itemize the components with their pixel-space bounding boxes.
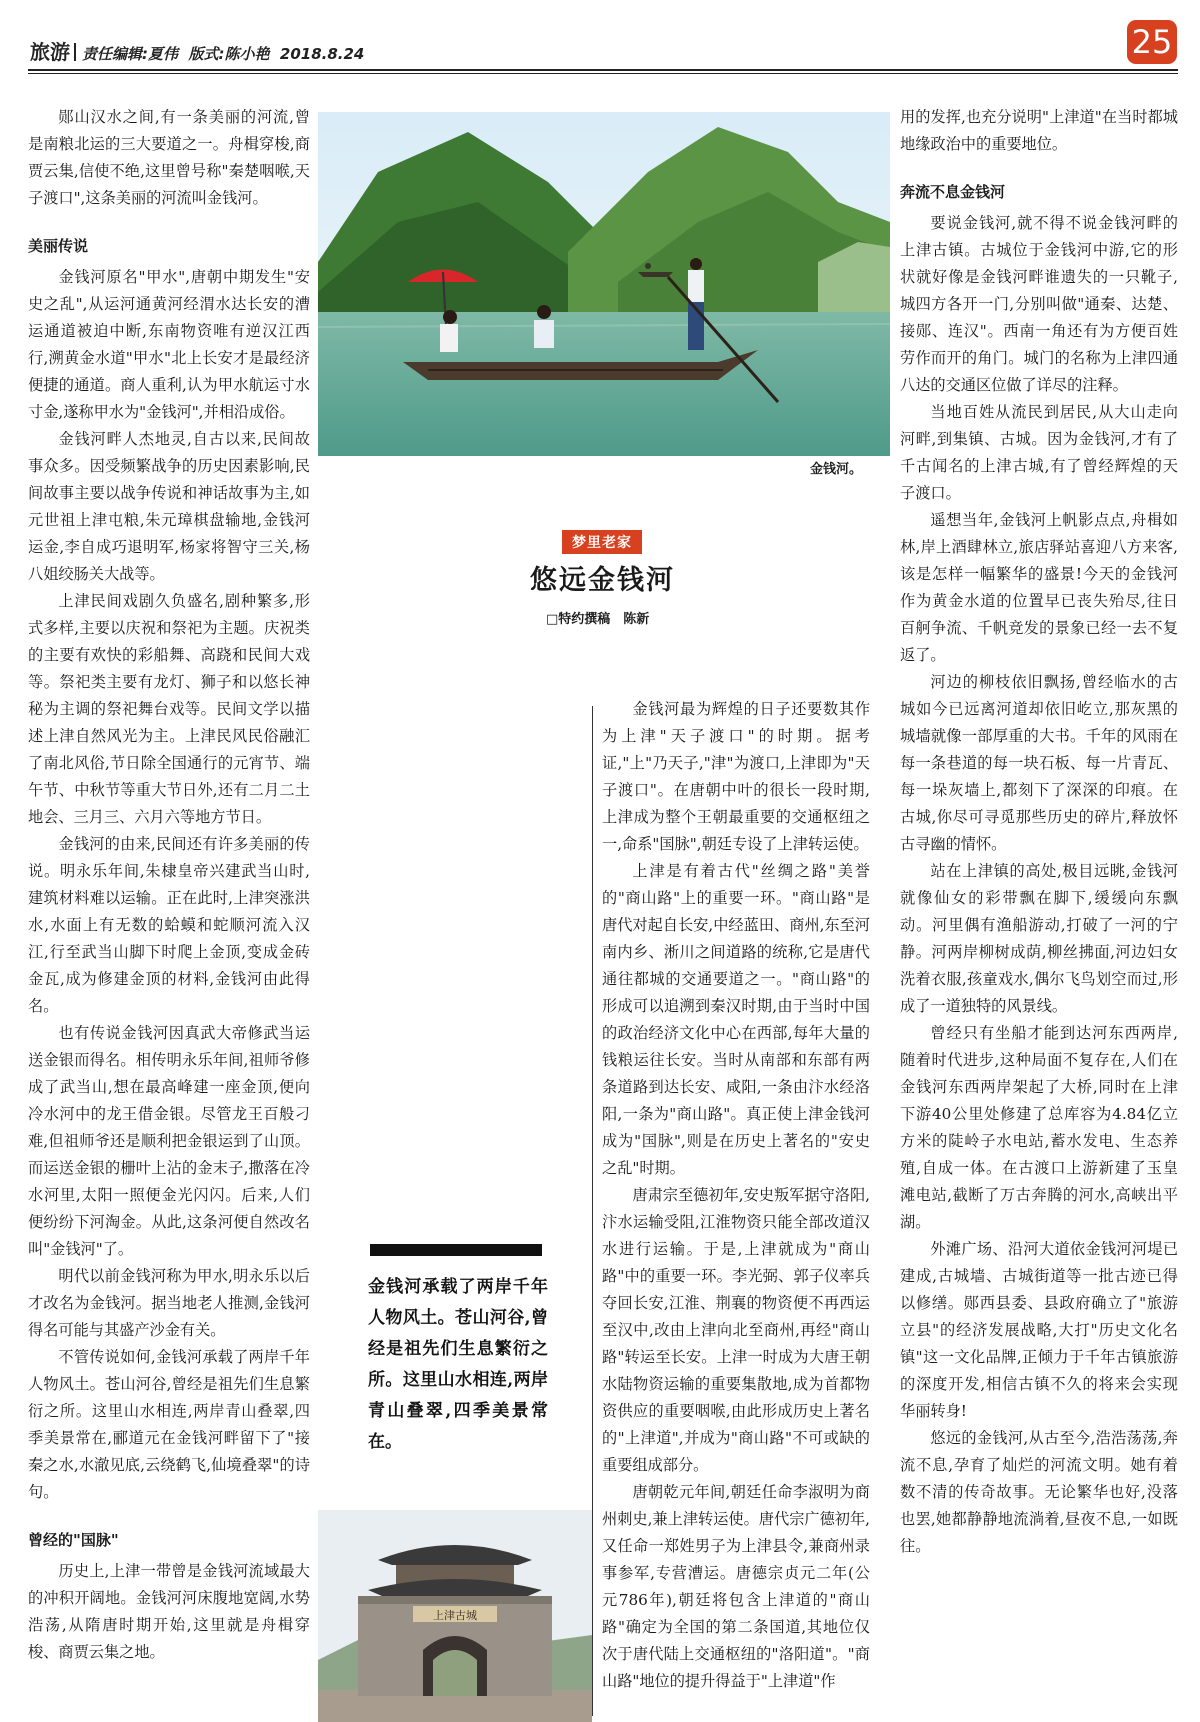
paragraph: 金钱河畔人杰地灵,自古以来,民间故事众多。因受频繁战争的历史因素影响,民间故事主要以战争传说和神话故事为主,如元世祖上津屯粮,朱元璋棋盘输地,金钱河运金,李自成巧退明军,杨家将智守三关,杨八姐绞肠关大战等。 (28, 430, 310, 583)
paragraph: 上津是有着古代"丝绸之路"美誉的"商山路"上的重要一环。"商山路"是唐代对起自长安,中经蓝田、商州,东至河南内乡、淅川之间道路的统称,它是唐代通往都城的交通要道之一。"商山路"的形成可以追溯到秦汉时期,由于当时中国的政治经济文化中心在西部,每年大量的钱粮运往长安。当时从南部和东部有两条道路到达长安、咸阳,一条由汴水经洛阳,一条为"商山路"。真正使上津金钱河成为"国脉",则是在历史上著名的"安史之乱"时期。 (602, 862, 870, 1177)
pull-quote: 金钱河承载了两岸千年人物风土。苍山河谷,曾经是祖先们生息繁衍之所。这里山水相连,两岸青山叠翠,四季美景常在。 (368, 1277, 548, 1452)
column-right (900, 104, 1178, 1604)
column-left (28, 104, 310, 1694)
issue-date: 2018.8.24 (279, 45, 365, 63)
paragraph: 明代以前金钱河称为甲水,明永乐以后才改名为金钱河。据当地老人推测,金钱河得名可能与其盛产沙金有关。 (28, 1267, 310, 1339)
river-photo (318, 112, 890, 456)
gate-sign-text: 上津古城 (433, 1609, 477, 1622)
column-divider (592, 706, 593, 1716)
paragraph: 不管传说如何,金钱河承载了两岸千年人物风土。苍山河谷,曾经是祖先们生息繁衍之所。这里山水相连,两岸青山叠翠,四季美景常在,郦道元在金钱河畔留下了"接秦之水,水澈见底,云绕鹤飞,仙境叠翠"的诗句。 (28, 1348, 310, 1501)
river-boats-illustration (318, 112, 890, 456)
paragraph: 金钱河的由来,民间还有许多美丽的传说。明永乐年间,朱棣皇帝兴建武当山时,建筑材料难以运输。正在此时,上津突涨洪水,水面上有无数的蛤蟆和蛇顺河流入汉江,行至武当山脚下时爬上金顶,变成金砖金瓦,成为修建金顶的材料,金钱河由此得名。 (28, 835, 310, 1015)
paragraph: 金钱河原名"甲水",唐朝中期发生"安史之乱",从运河通黄河经渭水达长安的漕运通道被迫中断,东南物资唯有逆汉江西行,溯黄金水道"甲水"北上长安才是最经济便捷的通道。商人重利,认为甲水航运寸水寸金,遂称甲水为"金钱河",并相沿成俗。 (28, 268, 310, 421)
page-number: 25 (1127, 20, 1177, 64)
quote-bar (370, 1244, 542, 1256)
byline: □特约撰稿 陈新 (546, 612, 650, 627)
paragraph: 悠远的金钱河,从古至今,浩浩荡荡,奔流不息,孕育了灿烂的河流文明。她有着数不清的传奇故事。无论繁华也好,没落也罢,她都静静地流淌着,昼夜不息,一如既往。 (900, 1429, 1178, 1555)
paragraph: 外滩广场、沿河大道依金钱河河堤已建成,古城墙、古城街道等一批古迹已得以修缮。郧西县委、县政府确立了"旅游立县"的经济发展战略,大打"历史文化名镇"这一文化品牌,正倾力于千年古镇旅游的深度开发,相信古镇不久的将来会实现华丽转身! (900, 1240, 1178, 1420)
header-rule-thin (28, 73, 1178, 74)
subheading-endless-river: 奔流不息金钱河 (900, 183, 1006, 201)
subheading-beautiful-legends: 美丽传说 (28, 237, 89, 255)
paragraph: 上津民间戏剧久负盛名,剧种繁多,形式多样,主要以庆祝和祭祀为主题。庆祝类的主要有欢快的彩船舞、高跷和民间大戏等。祭祀类主要有龙灯、狮子和以悠长神秘为主调的祭祀舞台戏等。民间文学以描述上津自然风光为主。上津民风民俗融汇了南北风俗,节日除全国通行的元宵节、端午节、中秋节等重大节日外,还有二月二土地会、三月三、六月六等地方节日。 (28, 592, 310, 826)
paragraph: 当地百姓从流民到居民,从大山走向河畔,到集镇、古城。因为金钱河,才有了千古闻名的上津古城,有了曾经辉煌的天子渡口。 (900, 403, 1178, 502)
page-header (30, 36, 364, 65)
article-title: 悠远金钱河 (530, 565, 675, 596)
paragraph: 河边的柳枝依旧飘扬,曾经临水的古城如今已远离河道却依旧屹立,那灰黑的城墙就像一部厚重的大书。千年的风雨在每一条巷道的每一块石板、每一片青瓦、每一垛灰墙上,都刻下了深深的印痕。在古城,你尽可寻觅那些历史的碎片,释放怀古寻幽的情怀。 (900, 673, 1178, 853)
paragraph: 也有传说金钱河因真武大帝修武当运送金银而得名。相传明永乐年间,祖师爷修成了武当山,想在最高峰建一座金顶,便向冷水河中的龙王借金银。尽管龙王百般刁难,但祖师爷还是顺利把金银运到了山顶。而运送金银的栅叶上沾的金末子,撒落在冷水河里,太阳一照便金光闪闪。后来,人们便纷纷下河淘金。从此,这条河便自然改名叫"金钱河"了。 (28, 1024, 310, 1258)
paragraph: 金钱河最为辉煌的日子还要数其作为上津"天子渡口"的时期。据考证,"上"乃天子,"津"为渡口,上津即为"天子渡口"。在唐朝中叶的很长一段时期,上津成为整个王朝最重要的交通枢纽之一,命系"国脉",朝廷专设了上津转运使。 (602, 700, 870, 853)
paragraph: 唐朝乾元年间,朝廷任命李淑明为商州刺史,兼上津转运使。唐代宗广德初年,又任命一郑姓男子为上津县令,兼商州录事参军,专营漕运。唐德宗贞元二年(公元786年),朝廷将包含上津道的"商山路"确定为全国的第二条国道,其地位仅次于唐代陆上交通枢纽的"洛阳道"。"商山路"地位的提升得益于"上津道"作 (602, 1483, 870, 1690)
editor-credit: 责任编辑:夏伟 (82, 45, 178, 63)
section-name: 旅游 (30, 40, 70, 64)
paragraph: 站在上津镇的高处,极目远眺,金钱河就像仙女的彩带飘在脚下,缓缓向东飘动。河里偶有渔船游动,打破了一河的宁静。河两岸柳树成荫,柳丝拂面,河边妇女洗着衣服,孩童戏水,偶尔飞鸟划空而过,形成了一道独特的风景线。 (900, 862, 1178, 1015)
paragraph: 遥想当年,金钱河上帆影点点,舟楫如林,岸上酒肆林立,旅店驿站喜迎八方来客,该是怎样一幅繁华的盛景!今天的金钱河作为黄金水道的位置早已丧失殆尽,往日百舸争流、千帆竞发的景象已经一去不复返了。 (900, 511, 1178, 664)
gate-photo (318, 1510, 592, 1722)
paragraph: 唐肃宗至德初年,安史叛军据守洛阳,汴水运输受阻,江淮物资只能全部改道汉水进行运输。于是,上津就成为"商山路"中的重要一环。李光弼、郭子仪率兵夺回长安,江淮、荆襄的物资便不再西运至汉中,改由上津向北至商州,再经"商山路"转运至长安。上津一时成为大唐王朝水陆物资运输的重要集散地,成为首都物资供应的重要咽喉,由此形成历史上著名的"上津道",并成为"商山路"不可或缺的重要组成部分。 (602, 1186, 870, 1474)
paragraph: 历史上,上津一带曾是金钱河流域最大的冲积开阔地。金钱河河床腹地宽阔,水势浩荡,从隋唐时期开始,这里就是舟楫穿梭、商贾云集之地。 (28, 1562, 310, 1661)
header-divider (74, 43, 76, 61)
subheading-national-lifeline: 曾经的"国脉" (28, 1531, 119, 1549)
paragraph-continued: 用的发挥,也充分说明"上津道"在当时都城地缘政治中的重要地位。 (900, 108, 1178, 153)
paragraph: 曾经只有坐船才能到达河东西两岸,随着时代进步,这种局面不复存在,人们在金钱河东西两岸架起了大桥,同时在上津下游40公里处修建了总库容为4.84亿立方米的陡岭子水电站,蓄水发电、生态养殖,自成一体。在古渡口上游新建了玉皇滩电站,截断了万古奔腾的河水,高峡出平湖。 (900, 1024, 1178, 1231)
photo-caption: 金钱河。 (810, 462, 863, 477)
paragraph: 郧山汉水之间,有一条美丽的河流,曾是南粮北运的三大要道之一。舟楫穿梭,商贾云集,信使不绝,这里曾号称"秦楚咽喉,天子渡口",这条美丽的河流叫金钱河。 (28, 108, 310, 207)
column-center (602, 696, 870, 1696)
layout-credit: 版式:陈小艳 (188, 45, 270, 63)
column-kicker: 梦里老家 (562, 530, 642, 554)
paragraph: 要说金钱河,就不得不说金钱河畔的上津古镇。古城位于金钱河中游,它的形状就好像是金钱河畔谁遗失的一只靴子,城四方各开一门,分别叫做"通秦、达楚、接郧、连汉"。西南一角还有为方便百姓劳作而开的角门。城门的名称为上津四通八达的交通区位做了详尽的注释。 (900, 214, 1178, 394)
city-gate-illustration (318, 1510, 592, 1722)
header-rule (28, 69, 1178, 71)
